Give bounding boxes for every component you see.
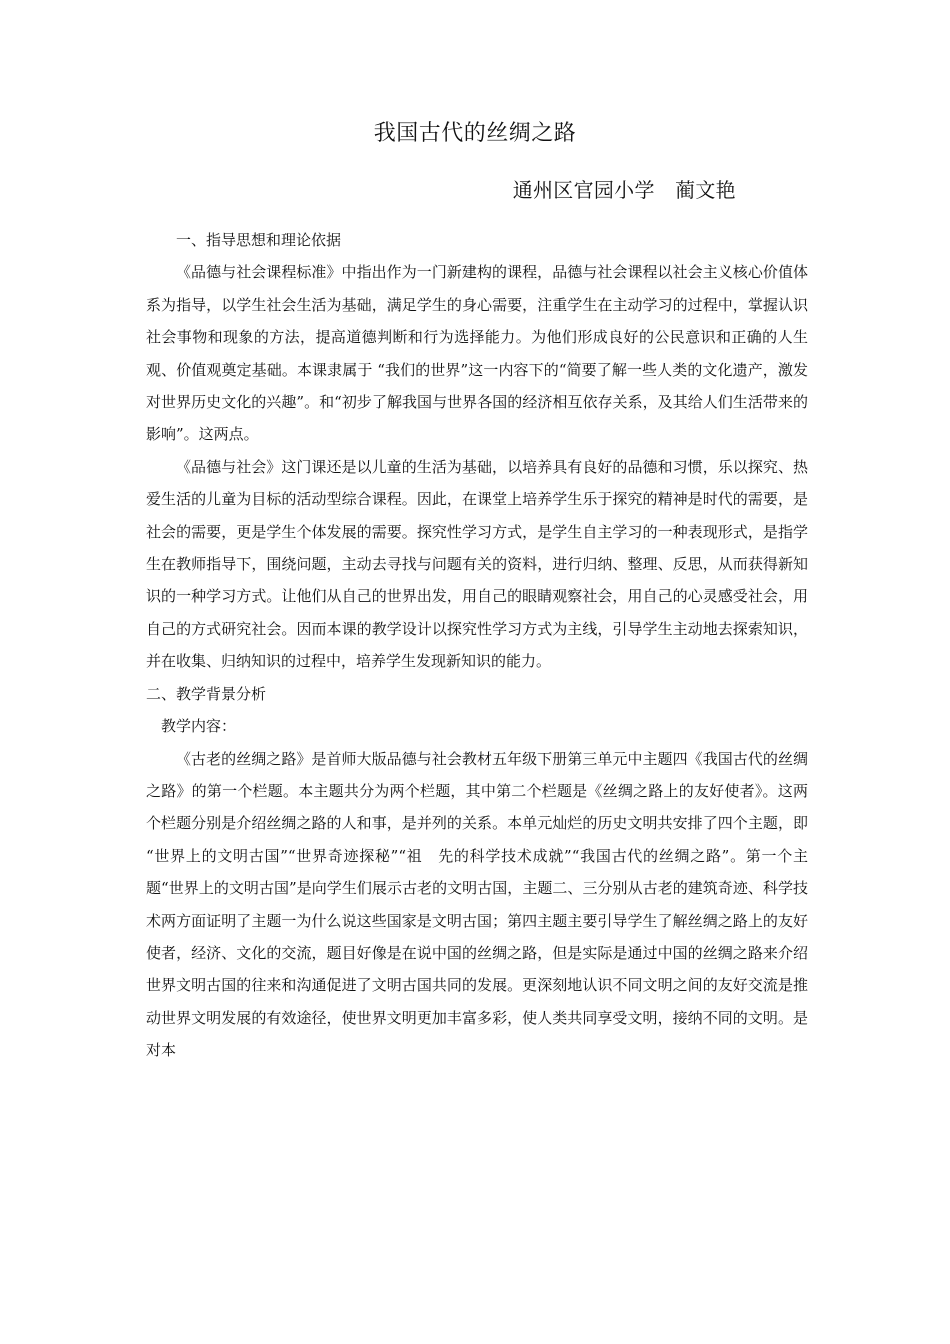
document-title: 我国古代的丝绸之路 bbox=[373, 121, 577, 146]
section1-paragraph-1: 《品德与社会课程标准》中指出作为一门新建构的课程，品德与社会课程以社会主义核心价值体系为指导，以学生社会生活为基础，满足学生的身心需要，注重学生在主动学习的过程中，掌握认识社会事物和现象的方法，提高道德判断和行为选择能力。为他们形成良好的公民意识和正确的人生观、价值观奠定基础。本课隶属于 “我们的世界”这一内容下的“简要了解一些人类的文化遗产，激发对世界历史文化的兴趣”。和“初步了解我国与世界各国的经济相互依存关系，及其给人们生活带来的影响”。这两点。 bbox=[146, 263, 808, 444]
document-body bbox=[146, 224, 808, 1067]
section1-paragraph-2: 《品德与社会》这门课还是以儿童的生活为基础，以培养具有良好的品德和习惯，乐以探究、热爱生活的儿童为目标的活动型综合课程。因此，在课堂上培养学生乐于探究的精神是时代的需要，是社会的需要，更是学生个体发展的需要。探究性学习方式，是学生自主学习的一种表现形式，是指学生在教师指导下，围绕问题，主动去寻找与问题有关的资料，进行归纳、整理、反思，从而获得新知识的一种学习方式。让他们从自己的世界出发，用自己的眼睛观察社会，用自己的心灵感受社会，用自己的方式研究社会。因而本课的教学设计以探究性学习方式为主线，引导学生主动地去探索知识，并在收集、归纳知识的过程中，培养学生发现新知识的能力。 bbox=[146, 457, 808, 671]
section2-subheading: 教学内容： bbox=[161, 717, 237, 736]
section2-paragraph-1: 《古老的丝绸之路》是首师大版品德与社会教材五年级下册第三单元中主题四《我国古代的丝绸之路》的第一个栏题。本主题共分为两个栏题，其中第二个栏题是《丝绸之路上的友好使者》。这两个栏题分别是介绍丝绸之路的人和事，是并列的关系。本单元灿烂的历史文明共安排了四个主题，即 “世界上的文明古国”“世界奇迹探秘”“祖 先的科学技术成就”“我国古代的丝绸之路”。第一个主题“世界上的文明古国”是向学生们展示古老的文明古国，主题二、三分别从古老的建筑奇迹、科学技术两方面证明了主题一为什么说这些国家是文明古国；第四主题主要引导学生了解丝绸之路上的友好使者，经济、文化的交流，题目好像是在说中国的丝绸之路，但是实际是通过中国的丝绸之路来介绍世界文明古国的往来和沟通促进了文明古国共同的发展。更深刻地认识不同文明之间的友好交流是推动世界文明发展的有效途径，使世界文明更加丰富多彩，使人类共同享受文明，接纳不同的文明。是对本 bbox=[146, 749, 808, 1060]
section1-heading: 一、指导思想和理论依据 bbox=[176, 231, 342, 249]
section2-heading: 二、教学背景分析 bbox=[146, 684, 267, 703]
document-author: 通州区官园小学 蔺文艳 bbox=[512, 178, 736, 202]
